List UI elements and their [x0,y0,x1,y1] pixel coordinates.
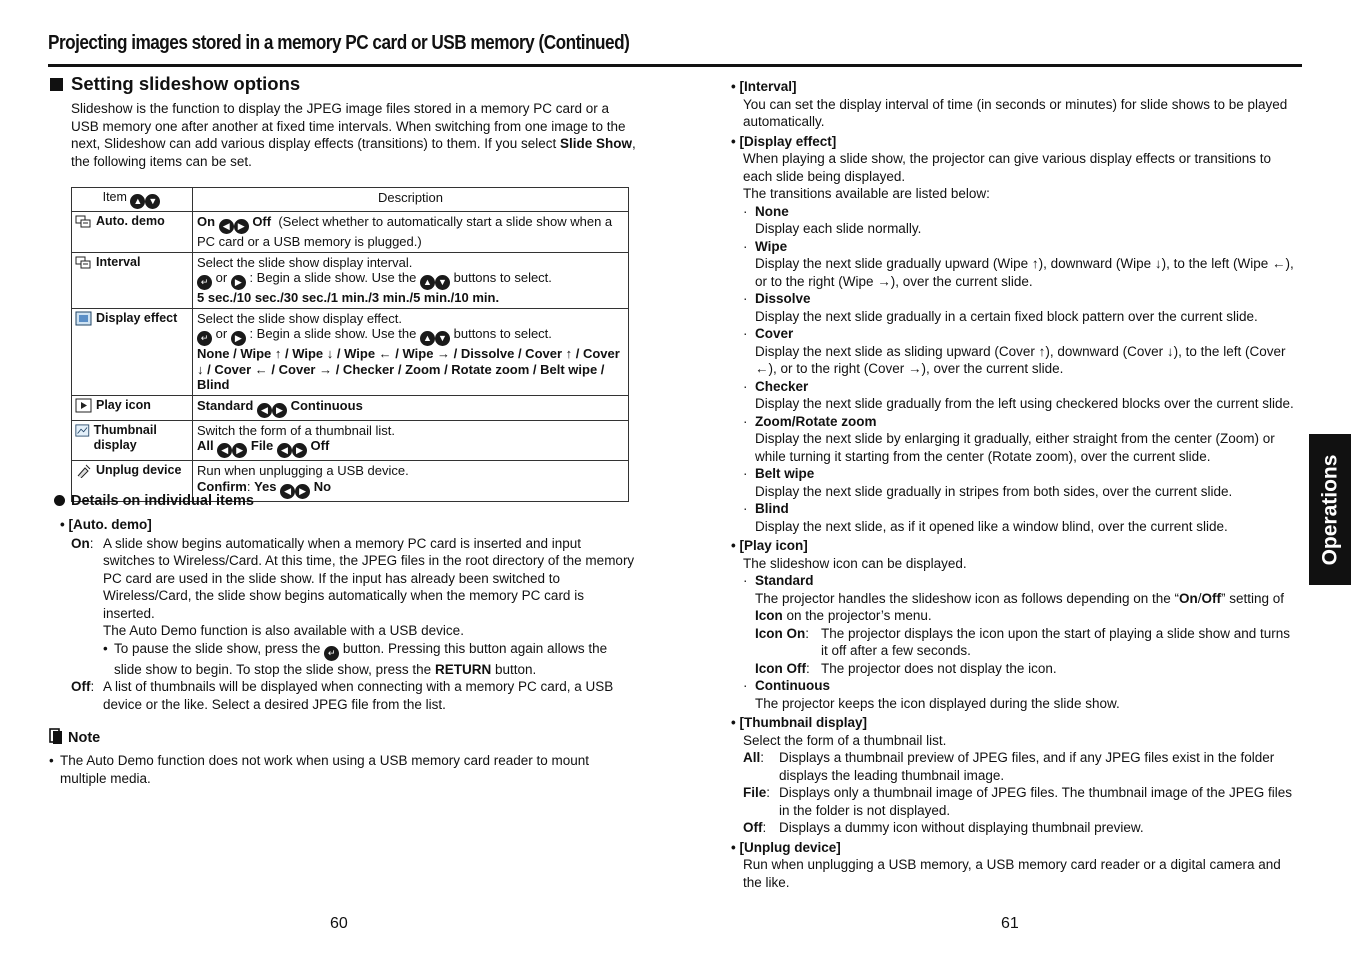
note-heading: Note [49,728,100,748]
enter-button-icon: ↵ [197,275,212,290]
thumbnail-options: All: Displays a thumbnail preview of JPEG files, and if any JPEG files exist in the folder displays the leading thumbnail image. File: Displays only a thumbnail image of JPEG files. The thumbnail image of the JPEG files in the folder is not displayed. Off: Displays a dummy icon without displaying thumbnail preview. [743,750,1292,835]
table-header-row [72,188,629,212]
table-row [72,420,629,461]
left-button-icon: ◀ [257,403,272,418]
list-item: · Cover Display the next slide as sliding upward (Cover ↑), downward (Cover ↓), to the left (Cover ←), or to the right (Cover →), over the current slide. [743,326,1286,376]
enter-button-icon: ↵ [197,331,212,346]
unplug-heading: • [Unplug device] [731,839,841,855]
options-table [71,187,629,502]
up-button-icon: ▲ [420,275,435,290]
right-button-icon: ▶ [295,484,310,499]
page-number-left: 60 [330,915,348,932]
play-icon-list [731,572,1296,712]
list-item: · Belt wipe Display the next slide gradually in stripes from both sides, over the current slide. [743,466,1233,499]
left-button-icon: ◀ [217,443,232,458]
desc-display-effect: Select the slide show display effect. ↵ or ▶ : Begin a slide show. Use the ▲ ▼ buttons to select. None / Wipe ↑ / Wipe ↓ / Wipe ← / Wipe → / Dissolve / Cover ↑ / Cover ↓ / Cover ← / Cover → / Checker / Zoom / Rotate zoom / Belt wipe / Blind [193,308,629,395]
right-button-icon: ▶ [232,443,247,458]
on-text-2: The Auto Demo function is also available with a USB device. [103,623,464,638]
col-description-header: Description [193,188,629,212]
unplug-text: Run when unplugging a USB memory, a USB memory card reader or a digital camera and the like. [743,857,1281,890]
off-text: A list of thumbnails will be displayed when connecting with a memory PC card, a USB device or the like. Select a desired JPEG file from the list. [103,679,614,712]
right-button-icon: ▶ [292,443,307,458]
title-rule [48,64,1302,67]
circle-bullet-icon [54,495,65,506]
table-row [72,212,629,253]
list-item: · Zoom/Rotate zoom Display the next slide by enlarging it gradually, either straight from the center (Zoom) or while turning it starting from the center (Rotate zoom), over the current slide. [743,413,1275,464]
down-button-icon: ▼ [435,331,450,346]
note-icon [49,728,63,744]
right-button-icon: ▶ [234,219,249,234]
table-row [72,252,629,308]
down-button-icon: ▼ [145,194,160,209]
list-item: · Continuous The projector keeps the icon displayed during the slide show. [743,678,1120,711]
item-unplug-device: Unplug device [96,463,182,477]
auto-demo-icon [75,214,92,229]
note-text: • The Auto Demo function does not work when using a USB memory card reader to mount multiple media. [49,753,590,786]
list-item: · Blind Display the next slide, as if it opened like a window blind, over the current slide. [743,501,1228,534]
list-item: · Dissolve Display the next slide gradually in a certain fixed block pattern over the current slide. [743,291,1258,324]
desc-auto-demo: On ◀ ▶ Off (Select whether to automatically start a slide show when a PC card or a USB memory is plugged.) [193,212,629,253]
col-item-header: Item [102,190,127,204]
section-heading: Setting slideshow options [50,75,300,93]
desc-play-icon: Standard ◀ ▶ Continuous [193,395,629,420]
auto-demo-heading: • [Auto. demo] [60,517,152,532]
left-button-icon: ◀ [280,484,295,499]
interval-icon [75,255,92,270]
display-effect-text: When playing a slide show, the projector can give various display effects or transitions to each slide being displayed. [743,151,1272,184]
item-display-effect: Display effect [96,310,178,325]
enter-button-icon: ↵ [324,646,339,661]
item-auto-demo: Auto. demo [96,214,165,228]
page-number-right: 61 [1001,915,1019,932]
up-button-icon: ▲ [420,331,435,346]
operations-side-tab: Operations [1309,434,1351,585]
play-icon-heading: • [Play icon] [731,538,808,553]
right-column [731,78,1296,891]
play-icon-icon [75,398,92,413]
list-item: · Checker Display the next slide gradually from the left using checkered blocks over the current slide. [743,378,1294,411]
square-bullet-icon [50,78,63,91]
desc-unplug-device: Run when unplugging a USB device. Confirm: Yes ◀ ▶ No [193,461,629,502]
right-button-icon: ▶ [231,331,246,346]
left-button-icon: ◀ [277,443,292,458]
list-item: · Standard The projector handles the slideshow icon as follows depending on the “On/Off” setting of Icon on the projector’s menu. Icon On: The projector displays the icon upon the start of playing a slide show and turns it off after a few seconds. Icon Off: The projector does not display the icon. [743,573,1291,676]
display-effect-heading: • [Display effect] [731,133,837,149]
right-button-icon: ▶ [231,275,246,290]
on-text: A slide show begins automatically when a memory PC card is inserted and input switches to Wireless/Card. At this time, the JPEG files in the root directory of the memory PC card are used in the slide show. If the input has already been switched to Wireless/Card, the slide show begins automatically when the memory PC card is inserted. [103,535,635,621]
effect-list [731,203,1296,536]
display-effect-text-2: The transitions available are listed below: [743,186,990,201]
page-title: Projecting images stored in a memory PC card or USB memory (Continued) [48,32,630,54]
down-button-icon: ▼ [435,275,450,290]
list-item: · None Display each slide normally. [743,203,922,236]
pause-note: • To pause the slide show, press the ↵ button. Pressing this button again allows the slide show to begin. To stop the slide show, press the RETURN button. [103,640,608,677]
up-button-icon: ▲ [130,194,145,209]
interval-text: You can set the display interval of time (in seconds or minutes) for slide shows to be played automatically. [743,96,1288,129]
intro-paragraph: Slideshow is the function to display the JPEG image files stored in a memory PC card or a USB memory one after another at fixed time intervals. When switching from one image to the next, Slideshow can add various display effects (transitions) to them. If you select Slide Show, the following items can be set. [71,101,636,169]
unplug-device-icon [75,463,92,478]
thumbnail-icon [75,423,90,438]
details-heading: Details on individual items [54,493,254,511]
auto-demo-details: • [Auto. demo] On: A slide show begins automatically when a memory PC card is inserted and input switches to Wireless/Card. At this time, the JPEG files in the root directory of the memory PC card are used in the slide show. If the input has already been switched to Wireless/Card, the slide show begins automatically when the memory PC card is inserted. The Auto Demo function is also available with a USB device. • To pause the slide show, press the ↵ button. Pressing this button again allows the slide show to begin. To stop the slide show, press the RETURN button. Off: A list of thumbnails will be displayed when connecting with a memory PC card, a USB device or the like. Select a desired JPEG file from the list. [60,517,635,712]
table-row [72,308,629,395]
item-interval: Interval [96,254,141,269]
interval-heading: • [Interval] [731,79,797,94]
thumbnail-heading: • [Thumbnail display] [731,715,867,730]
left-button-icon: ◀ [219,219,234,234]
desc-thumbnail-display: Switch the form of a thumbnail list. All ◀ ▶ File ◀ ▶ Off [193,420,629,461]
display-effect-icon [75,311,92,326]
right-button-icon: ▶ [272,403,287,418]
desc-interval: Select the slide show display interval. ↵ or ▶ : Begin a slide show. Use the ▲ ▼ buttons to select. 5 sec./10 sec./30 sec./1 min./3 min./5 min./10 min. [193,252,629,308]
table-row [72,395,629,420]
item-play-icon: Play icon [96,397,151,412]
play-icon-text: The slideshow icon can be displayed. [743,555,967,571]
thumbnail-text: Select the form of a thumbnail list. [743,732,947,748]
list-item: · Wipe Display the next slide gradually upward (Wipe ↑), downward (Wipe ↓), to the left (Wipe ←), or to the right (Wipe →), over the current slide. [743,238,1294,289]
item-thumbnail-display: Thumbnail display [93,422,157,452]
